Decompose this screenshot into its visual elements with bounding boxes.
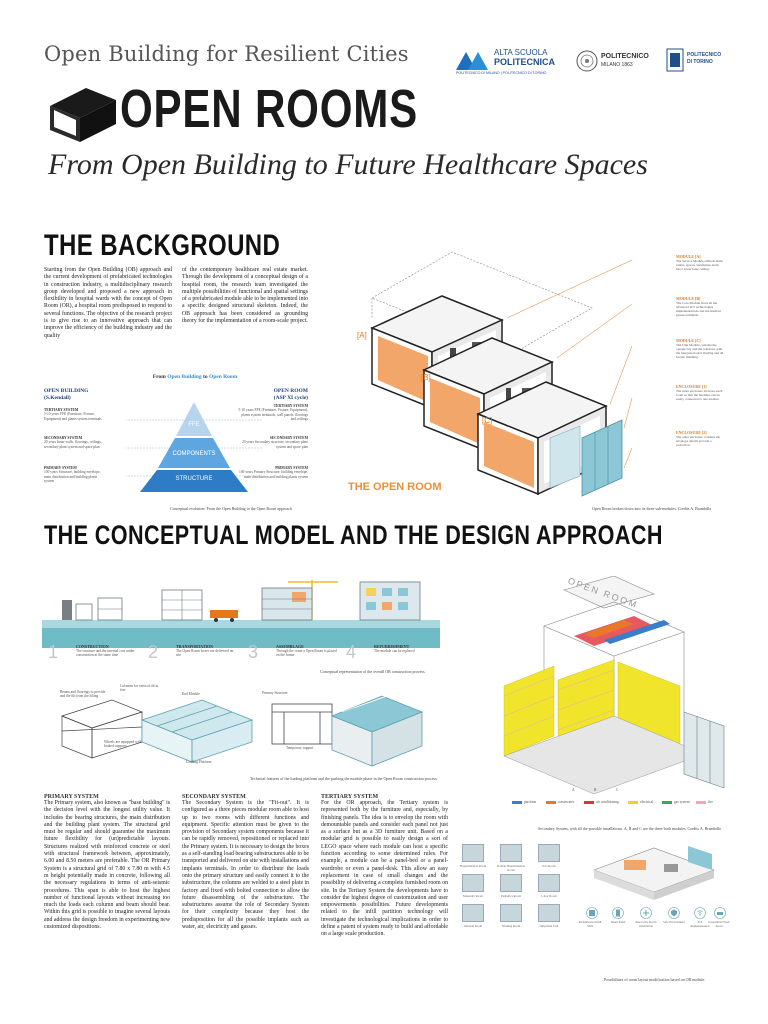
label-temp-support: Temporary support <box>286 746 314 750</box>
legend-swatch-fire <box>696 801 706 804</box>
layout-thumb-3 <box>538 844 560 862</box>
or-primary-title: PRIMARY SYSTEM <box>275 466 308 470</box>
legend-fire: fire <box>708 800 713 804</box>
step-1-num: 1 <box>48 642 59 662</box>
pyramid-mid-label: COMPONENTS <box>172 451 216 457</box>
open-room-label: THE OPEN ROOM <box>348 481 442 493</box>
layout-label-8: Washing Room <box>501 924 521 928</box>
or-tertiary-text: 5-10 years FFE (Furniture, Fixture, Equipment), plants system terminals, wall panels, floorings and ceilings <box>238 408 308 422</box>
pyramid-bottom-label: STRUCTURE <box>175 476 213 482</box>
box-logo-icon <box>46 84 118 144</box>
layout-label-4: Maternity Room <box>463 894 483 898</box>
diagram-title-b: Open Room <box>208 374 238 380</box>
pyramid-top-label: FFE <box>188 422 200 428</box>
layout-thumb-9 <box>538 904 560 922</box>
background-col1: Starting from the Open Building (OB) approach and the current development of prefabricated technologies in construction industry, a multidisciplinary research group developed and proposed a new approach in flexibility in hospital wards with the concept of Open Room (OR), a hospital room predisposed to respond to several functions. The objective of the research project is to give rise to an innovative approach that can improve the efficiency of the building industry and the quality <box>44 267 172 339</box>
legend-swatch-electrical <box>628 801 638 804</box>
legend-partition: partition <box>524 800 537 804</box>
asp-line2: POLITECNICA <box>494 57 556 67</box>
marker-a: A <box>572 788 575 792</box>
ob-tertiary-text: 5-10 years FFE (Furniture, Fixture, Equipment) and plants system terminals <box>44 412 102 421</box>
facade-right <box>684 712 724 788</box>
tertiary-system-text: For the OR approach, the Tertiary system is represented both by the furniture and, especially, by finishing panels. The idea is to envelop the room with demountable panels and consider each panel not just as a surface but as a 3D furniture unit. Based on a modular grid is possible to easily design a sort of LEGO space where each module can host a specific function according to some determined rules. For example, a module can be a panel-bed or a panel-wardrobe or even a panel-desk. This allow an easy replacement in case of small changes and the possibility of delivering a complete furnished room on site. In the Tertiary System the developments have to consider the highest degree of customization and user empowerments possibilities. Future developments related to the infill partition technology will investigate the technological implications in order to define a patent of system ready to build and affordable on a large scale production. <box>321 800 448 938</box>
asp-logo <box>456 46 566 80</box>
or-head: OPEN ROOM <box>273 388 308 394</box>
annot-b-body: The Core Module hosts all the advanced ICT technologies implementations and the medical gasses terminals. <box>676 301 721 317</box>
platform-3d-model <box>332 690 422 766</box>
poster-subtitle: Open Building for Resilient Cities <box>44 42 409 66</box>
feature-icons <box>578 906 730 966</box>
layout-label-7: Infusion Room <box>463 924 483 928</box>
layout-thumb-2 <box>500 844 522 862</box>
caption-steps: Conceptual representation of the overall OR construction process. <box>320 669 426 674</box>
infill-wall-icon <box>586 907 598 919</box>
polimi-line1: POLITECNICO <box>601 53 649 60</box>
conceptual-heading: THE CONCEPTUAL MODEL AND THE DESIGN APPROACH <box>44 520 663 550</box>
polimi-line2: MILANO 1863 <box>601 62 633 68</box>
layout-label-9: Outpatient Unit <box>539 924 559 928</box>
layout-label-5: Pediatrics Room <box>501 894 521 898</box>
step-2-desc: The Open Room boxes are delivered on site <box>176 649 234 658</box>
asp-line1: ALTA SCUOLA <box>494 48 548 57</box>
annot-c-body: The Unit Module contains the opaque bay and the windows with the integrated solar shading and all facade finishing. <box>676 343 724 359</box>
icon-label-4: Safe Environment <box>663 920 685 924</box>
layout-thumb-7 <box>462 904 484 922</box>
layout-label-2: Double Hospitalization Room <box>497 864 525 872</box>
open-room-exploded-drawing <box>332 238 672 504</box>
caption-secondary: Secondary System, with all the possible installations. A, B and C are the three built modules. Credits A. Brambilla <box>538 826 721 831</box>
construction-steps <box>42 642 440 666</box>
annot-a-title: MODULE [A] <box>676 254 701 259</box>
orientation-icon <box>640 907 652 919</box>
marker-c: C <box>616 788 619 792</box>
safe-environment-icon <box>668 907 680 919</box>
legend-electrical: electrical <box>640 800 654 804</box>
or-secondary-text: 20 years Secondary structure, secondary plant system and space plan <box>241 440 308 449</box>
legend-swatch-wastewater <box>546 801 556 804</box>
diagram-title-mid: to <box>201 374 209 380</box>
step-1-desc: The structure and the internal core under construction at the same time <box>76 649 135 658</box>
ob-tertiary <box>44 408 106 421</box>
asp-mark-icon <box>456 50 490 70</box>
label-end-module: End Module <box>182 692 200 696</box>
step-2 <box>148 642 234 663</box>
primary-system-title: PRIMARY SYSTEM <box>44 794 99 800</box>
polito-line2: DI TORINO <box>687 59 713 65</box>
primary-system-block <box>44 794 170 931</box>
ob-tertiary-title: TERTIARY SYSTEM <box>44 408 79 412</box>
step-3 <box>248 642 337 663</box>
label-wheels: Wheels are equipped with braked supports <box>104 740 142 749</box>
layout-thumb-6 <box>538 874 560 892</box>
step-4 <box>346 642 415 663</box>
layout-label-1: Hospitalization Room <box>459 864 487 868</box>
caption-ob-or: Conceptual evolution: From the Open Building to the Open Room approach <box>170 506 292 511</box>
label-module-c: [C] <box>482 416 493 425</box>
diagram-title-pre: From <box>152 374 168 380</box>
caption-platform: Technical features of the loading platform and the pushing the module phase in the Open Room construction process. <box>250 776 438 781</box>
label-crane: Columns for vertical tilt in feet <box>120 684 159 693</box>
step-3-num: 3 <box>248 642 259 662</box>
open-room-model-label: OPEN ROOM <box>566 575 640 611</box>
legend-swatch-air <box>584 801 594 804</box>
legend-air: air conditioning <box>596 800 619 804</box>
background-col2: of the contemporary healthcare real estate market. Through the development of a conceptual design of a hospital room, the research team investigated the multiple possibilities of functional and spatial settings of a prefabricated module able to be implemented into a specific designed structural skeleton. Indeed, the OB approach has been considered as grounding theory for the implementation of a room-scale project. <box>182 267 308 325</box>
legend-wastewater: wastewater <box>558 800 575 804</box>
ob-secondary <box>44 436 106 449</box>
tertiary-system-block <box>321 794 448 939</box>
loading-platform-drawing <box>42 686 440 778</box>
polimi-seal-icon <box>576 50 598 72</box>
pyramid-top <box>176 402 212 436</box>
or-secondary-title: SECONDARY SYSTEM <box>269 436 308 440</box>
platform-frame-1 <box>62 700 142 758</box>
layout-thumb-8 <box>500 904 522 922</box>
polito-logo <box>666 48 726 74</box>
layout-thumb-5 <box>500 874 522 892</box>
annot-enc1-title: ENCLOSURE [1] <box>676 384 707 389</box>
step-2-num: 2 <box>148 642 159 662</box>
polito-line1: POLITECNICO <box>687 52 722 58</box>
secondary-system-text: The Secondary System is the "Fit-out". It is configured as a three pieces modular room able to host up to two rooms with different functions and equipment. Specific attention must be given to the provision of Secondary system components because it can be rapidly removed, repositioned or replaced into the Primary system. It is necessary to design the boxes as a self-standing load bearing substructures able to be transported and delivered on site with installations and implants terminals. In order to distribute the loads onto the primary structure and easily connect it to the substructure, the columns are welded to a steel plate in factory and fixed with bolted connection to allow the future disassembling of the substructure. The substructures assume the role of Secondary System for their complexity because they host the predisposition for all the possible implants such as water, air, electricity and gasses. <box>182 800 310 931</box>
label-loading: Loading Platform <box>186 760 212 764</box>
icon-label-2: Smart Panel <box>610 920 626 924</box>
step-1-title: CONSTRUCTION <box>76 644 109 649</box>
ob-primary <box>44 466 106 484</box>
primary-system-text: The Primary system, also known as "base building" is the decision level with the longest utility value. It includes the bearing structures, the main distribution and the building plant system. The structural grid must be regular and should guarantee the maximum future flexibility for (un)predictable layouts. Structures realized with reinforced concrete or steel with structural framework between, approximately, 6.00 and 8.50 meters are preferable. The OR Primary System is a structural grid of 7.80 x 7.80 m with 4.5 m height potentially made in concrete, following all the necessary regulations in terms of anti-seismic procedures. This span is able to host the highest number of functional layouts without increasing too much the loads each column and beam should bear. Within this grid is possible to imagine several layouts and address the design freedom in experimenting new customized dispositions. <box>44 800 170 931</box>
platform-frame-2 <box>142 700 252 762</box>
polito-crest-icon <box>666 48 684 72</box>
step-4-desc: The module can be replaced <box>374 649 415 653</box>
or-primary-text: 100 years Primary Structure, building envelope, main distribution and building plants system <box>239 470 308 479</box>
ob-subhead: (S.Kendall) <box>44 395 71 401</box>
tertiary-system-title: TERTIARY SYSTEM <box>321 794 379 800</box>
annot-a-body: The Service Module embeds main toilets, spaces, luminaires and it has a lower false ceiling. <box>676 259 723 271</box>
ob-or-diagram-title <box>130 374 260 380</box>
platform-elevation <box>272 704 332 744</box>
caption-open-room: Open Room broken down into its three sub-modules. Credits A. Brambilla <box>592 506 712 511</box>
or-subhead: (ASP XI cycle) <box>273 395 308 401</box>
label-module-b: [B] <box>421 373 431 382</box>
ob-secondary-title: SECONDARY SYSTEM <box>44 436 83 440</box>
diagram-title-a: Open Building <box>167 374 202 380</box>
step2-art <box>162 590 238 622</box>
step1-art <box>62 598 122 620</box>
polimi-logo <box>576 50 656 74</box>
legend-swatch-partition <box>512 801 522 804</box>
caption-tertiary: Possibilities of room layout modification based on OR module. <box>604 977 706 982</box>
secondary-system-drawing <box>484 576 728 794</box>
icon-label-6: Customized Work Areas <box>708 920 730 928</box>
ob-primary-title: PRIMARY SYSTEM <box>44 466 77 470</box>
icon-label-1: Prefabricated Infill Wall <box>578 920 602 928</box>
installations-legend <box>512 800 722 808</box>
annot-enc1-body: The inner enclosure encloses each room so that the modules can be easily connected to one another. <box>676 389 723 401</box>
label-module-a: [A] <box>357 331 367 340</box>
legend-gas: gas system <box>674 800 690 804</box>
layout-label-6: Labor Room <box>541 894 557 898</box>
legend-swatch-gas <box>662 801 672 804</box>
secondary-system-title: SECONDARY SYSTEM <box>182 794 246 800</box>
step4-art <box>360 582 420 620</box>
poster-tagline: From Open Building to Future Healthcare Spaces <box>48 148 648 181</box>
icon-label-3: Innovative Room Orientation <box>635 920 657 928</box>
step-3-title: ASSEMBLAGE <box>276 644 304 649</box>
step-2-title: TRANSPORTATION <box>176 644 214 649</box>
ict-icon <box>694 907 706 919</box>
asp-line3: POLITECNICO DI MILANO | POLITECNICO DI TORINO <box>456 71 547 75</box>
or-tertiary-title: TERTIARY SYSTEM <box>273 404 308 408</box>
step-4-num: 4 <box>346 642 357 662</box>
ob-head: OPEN BUILDING <box>44 388 89 394</box>
annot-b-title: MODULE [B] <box>676 296 701 301</box>
ob-secondary-text: 20 years Inner walls, floorings, ceilings, secondary plant system and space plan <box>44 440 102 449</box>
secondary-system-block <box>182 794 309 931</box>
poster-title: OPEN ROOMS <box>120 79 418 139</box>
work-areas-icon <box>714 907 726 919</box>
ob-primary-text: 100 years Structure, building envelope, main distribution and building plants system <box>44 470 101 484</box>
annot-c-title: MODULE [C] <box>676 338 701 343</box>
layout-thumb-4 <box>462 874 484 892</box>
annot-enc2-title: ENCLOSURE [2] <box>676 430 707 435</box>
label-primary-structure: Primary Structure <box>262 691 288 695</box>
icon-label-5: ICT Implementation <box>690 920 710 928</box>
step-4-title: REFURBISHMENT <box>374 644 410 649</box>
background-heading: THE BACKGROUND <box>44 229 281 262</box>
layout-thumb-1 <box>462 844 484 862</box>
smart-panel-icon <box>612 907 624 919</box>
annot-enc2-body: The outer enclosure contains the envelope details provide a protection. <box>676 435 721 447</box>
layout-label-3: ICU Room <box>542 864 556 868</box>
furnished-room-drawing <box>584 840 730 902</box>
label-beams: Beams and floorings to provide and the tilt from the lifting <box>60 690 106 699</box>
step-3-desc: Through the crane a Open Room is placed on the frame <box>276 649 337 658</box>
marker-b: B <box>594 788 597 792</box>
step-1 <box>48 642 135 663</box>
step3-art <box>262 580 338 620</box>
